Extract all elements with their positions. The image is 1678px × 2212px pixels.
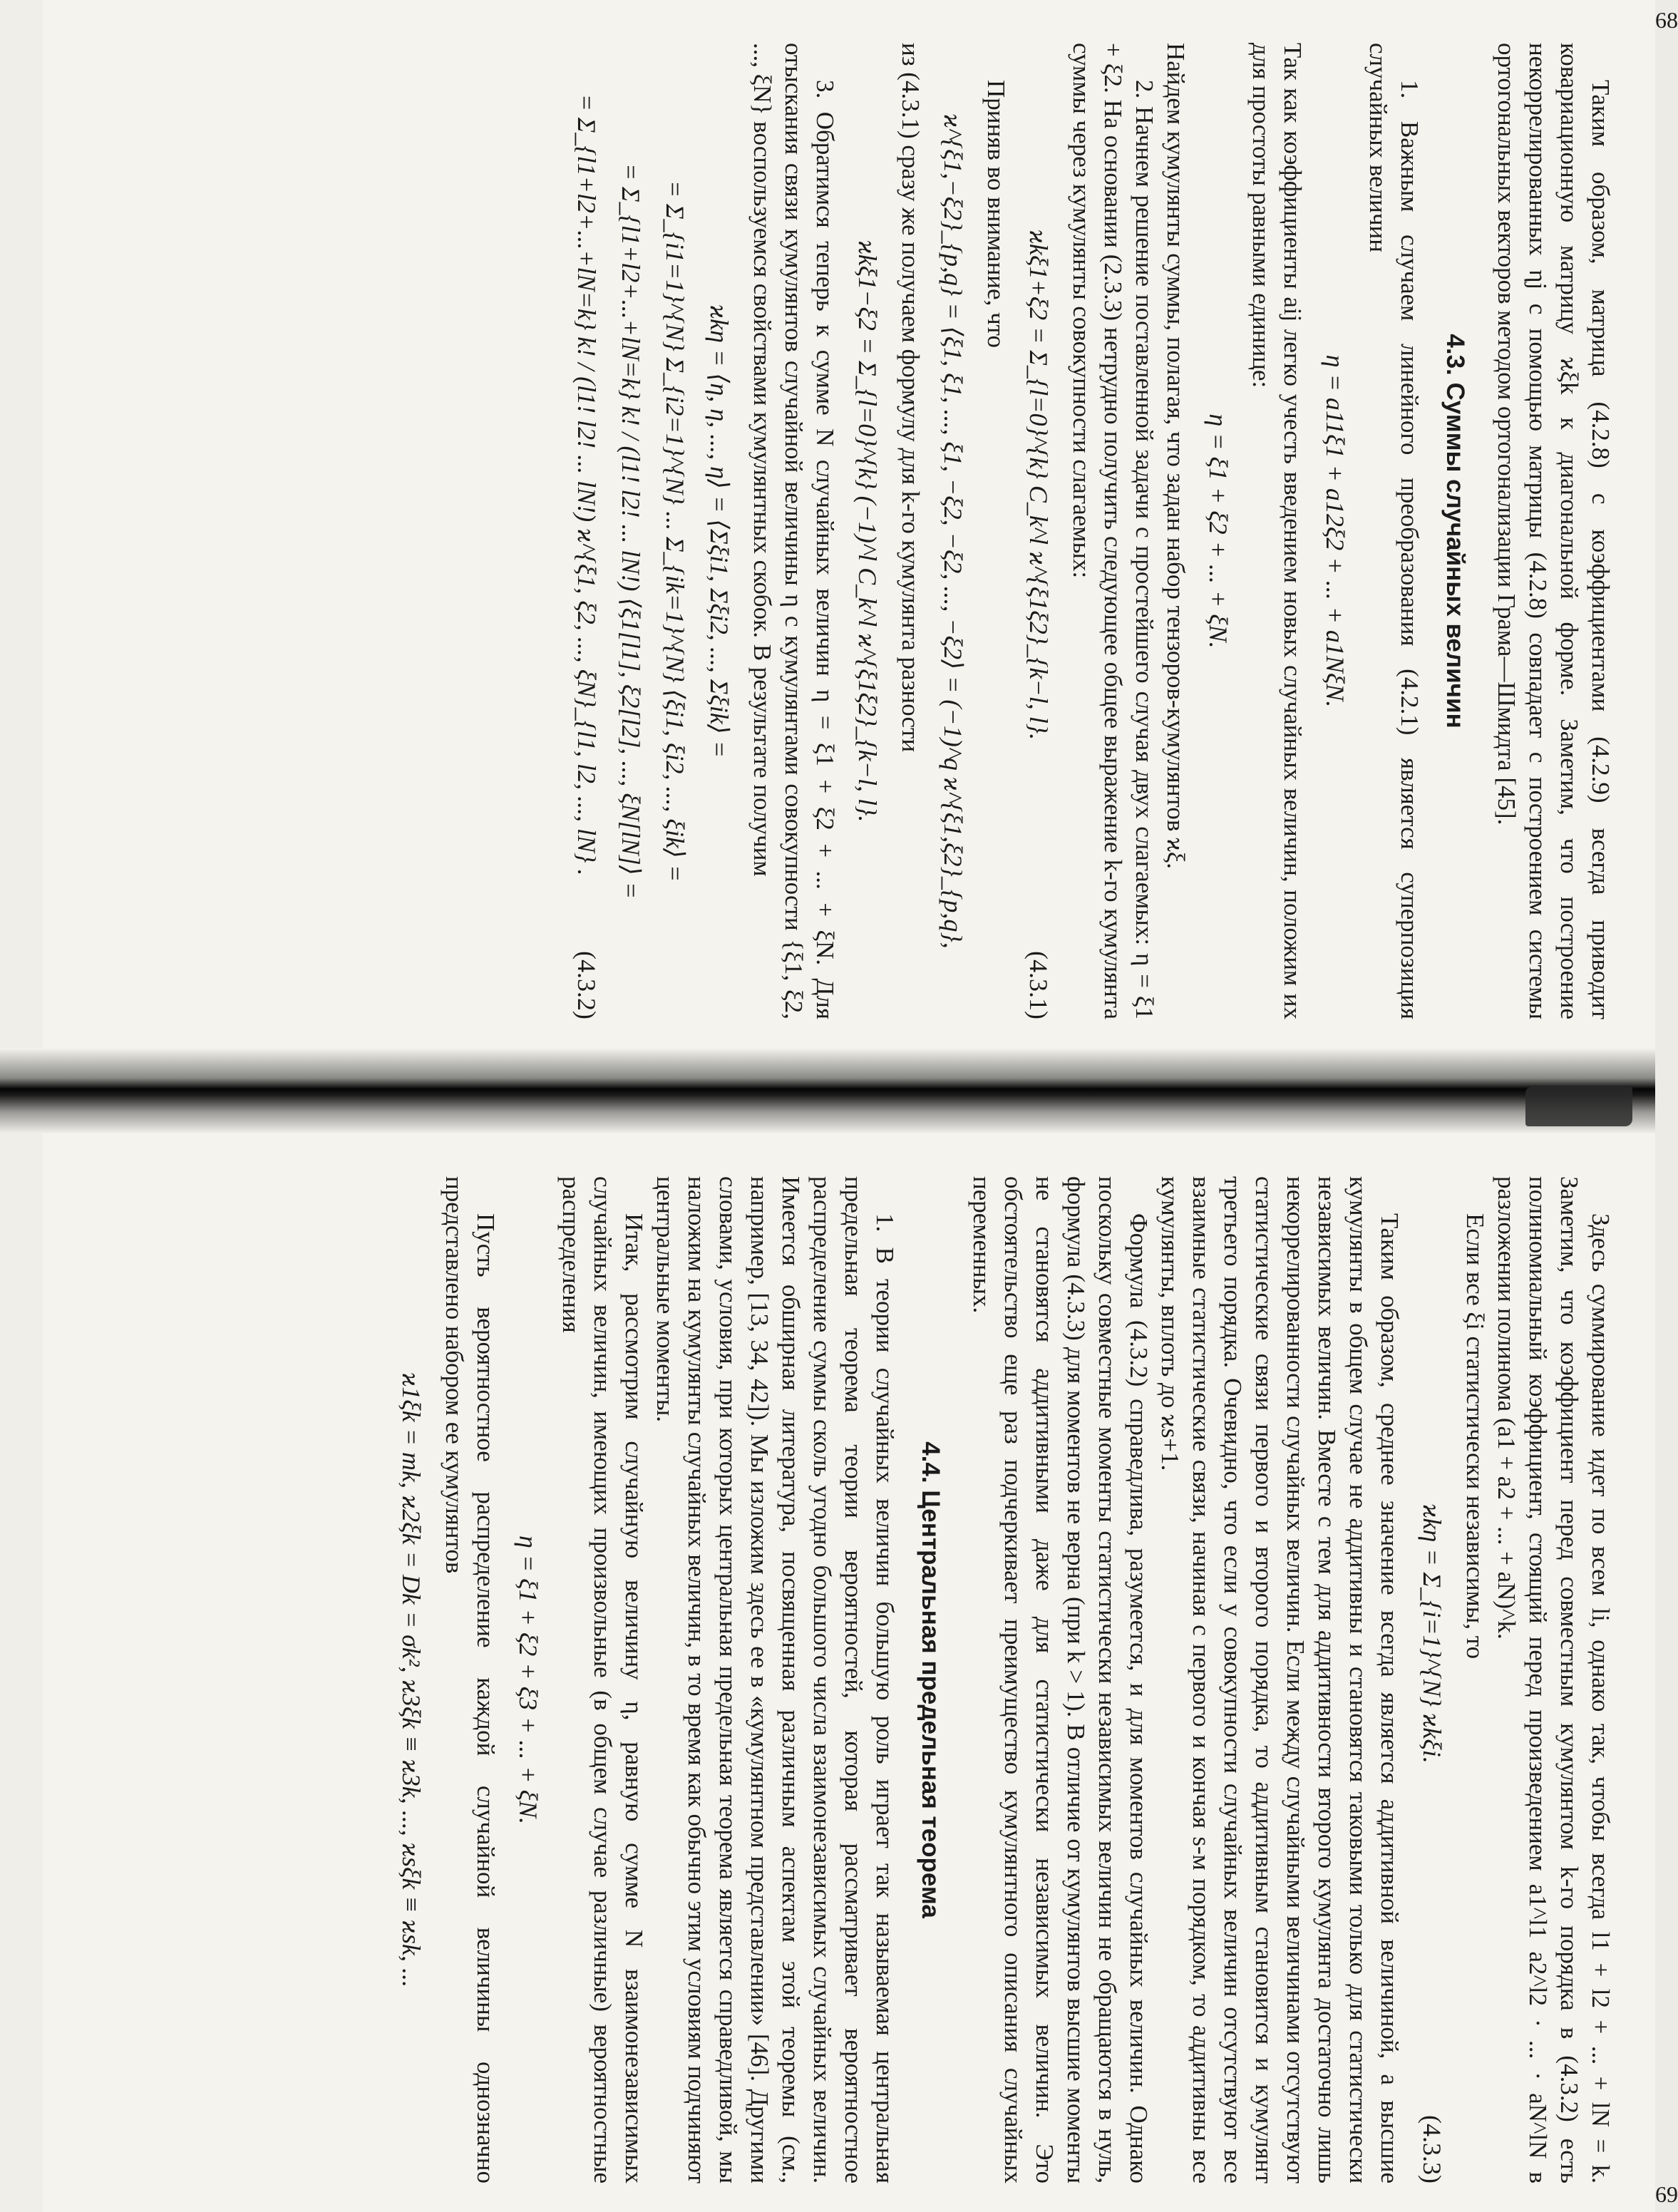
formula-kumulant-brackets: ϰkη = ⟨η, η, ..., η⟩ = ⟨Σξi1, Σξi2, ..., Σξik⟩ = <box>705 304 734 758</box>
page-69 <box>43 1133 1678 2212</box>
paragraph-2: Так как коэффициенты aij легко учесть введением новых случайных величин, положим их для простоты равными единице: <box>1247 43 1307 1019</box>
formula-triple-sum: = Σ_{i1=1}^{N} Σ_{i2=1}^{N} ... Σ_{ik=1}^{N} ⟨ξi1, ξi2, ..., ξik⟩ = <box>661 180 689 883</box>
paragraph-1: Здесь суммирование идет по всем li, однако так, чтобы всегда l1 + l2 + ... + lN = k. Заметим, что коэффициент перед совместным кумулянтом k-го порядка в (4.3.2) есть полиномиальный коэффициент, стоящий перед произведением a1^l1 a2^l2 · ... · aN^lN в разложении полинома (a1 + a2 + ... + aN)^k. <box>1493 1176 1615 2183</box>
paragraph-5: 1. В теории случайных величин большую роль играет так называемая центральная предельная теорема теории вероятностей, которая рассматривает вероятностное распределение суммы сколь угодно большого числа взаимонезависимых случайных величин. Имеется обширная литература, посвященная различным аспектам этой теоремы (см., например, [13, 34, 42]). Мы изложим здесь ее в «кумулянтном представлении» [46]. Другими словами, условия, при которых центральная предельная теорема является справедливой, мы наложим на кумулянты случайных величин, в то время как обычно этим условиям подчиняют центральные моменты. <box>652 1176 899 2183</box>
section-heading-4-4: 4.4. Центральная предельная теорема <box>917 1441 944 1918</box>
formula-multinomial: = Σ_{l1+l2+...+lN=k} k! / (l1! l2! ... lN!) ⟨ξ1[l1], ξ2[l2], ..., ξN[lN]⟩ = <box>617 163 645 900</box>
paragraph-6: Итак, рассмотрим случайную величину η, равную сумме N взаимонезависимых случайных величин, имеющих произвольные (в общем случае различные) вероятностные распределения <box>557 1176 648 2183</box>
book-gutter-shadow <box>0 1048 1655 1133</box>
formula-difference: ϰkξ1−ξ2 = Σ_{l=0}^{k} (−1)^l C_k^l ϰ^{ξ1ξ2}_{k−l, l}. <box>853 240 882 823</box>
formula-difference-kumulants: ϰ^{ξ1,−ξ2}_{p,q} = ⟨ξ1, ξ1, ..., ξ1, −ξ2, −ξ2, ..., −ξ2⟩ = (−1)^q ϰ^{ξ1,ξ2}_{p,q}, <box>939 113 967 949</box>
equation-number: (4.3.3) <box>1418 2115 1446 2183</box>
formula-4-3-1: ϰkξ1+ξ2 = Σ_{l=0}^{k} C_k^l ϰ^{ξ1ξ2}_{k−l, l}. (4.3.1) <box>1021 43 1056 1019</box>
paragraph-3: Найдем кумулянты суммы, полагая, что задан набор тензоров-кумулянтов ϰξ. <box>1162 43 1190 870</box>
equation-number: (4.3.2) <box>572 951 601 1019</box>
section-heading-4-3: 4.3. Суммы случайных величин <box>1441 334 1469 729</box>
formula-kumulant-set: ϰ1ξk = mk, ϰ2ξk = Dk = σk², ϰ3ξk ≡ ϰ3k, ..., ϰsξk ≡ ϰsk, ... <box>397 1372 426 1987</box>
formula-4-3-3: ϰkη = Σ_{i=1}^{N} ϰkξi. (4.3.3) <box>1415 1176 1449 2183</box>
paragraph-7: Пусть вероятностное распределение каждой случайной величины однозначно представлено набором ее кумулянтов <box>441 1176 500 2183</box>
intro-paragraph: Таким образом, матрица (4.2.8) с коэффициентами (4.2.9) всегда приводит ковариационную матрицу ϰξk к диагональной форме. Заметим, что построение некоррелированных ηj с помощью матрицы (4.2.8) совпадает с построением системы ортогональных векторов методом ортогонализации Грама—Шмидта [45]. <box>1493 43 1615 1019</box>
page-number: 69 <box>1655 2181 1678 2207</box>
paragraph-1: 1. Важным случаем линейного преобразования (4.2.1) является суперпозиция случайных величин <box>1364 43 1424 1019</box>
paragraph-5: Приняв во внимание, что <box>982 80 1010 349</box>
paragraph-4: 2. Начнем решение поставленной задачи с простейшего случая двух слагаемых: η = ξ1 + ξ2. На основании (2.3.3) нетрудно получить следующее общее выражение k-го кумулянта суммы через кумулянты совокупности слагаемых: <box>1068 43 1158 1019</box>
formula-4-3-2: = Σ_{l1+l2+...+lN=k} k! / (l1! l2! ... lN!) ϰ^{ξ1, ξ2, ..., ξN}_{l1, l2, ..., lN} . (4.3.2) <box>570 43 604 1019</box>
formula-sum: η = ξ1 + ξ2 + ... + ξN. <box>1204 413 1232 649</box>
page-number: 68 <box>1655 7 1678 33</box>
equation-number: (4.3.1) <box>1024 951 1053 1019</box>
paragraph-4: Формула (4.3.2) справедлива, разумеется, и для моментов случайных величин. Однако поскольку совместные моменты статистически независимых величин не обращаются в нуль, формула (4.3.3) для моментов не верна (при k > 1). В отличие от кумулянтов высшие моменты не становятся аддитивными даже для статистически независимых величин. Это обстоятельство еще раз подчеркивает преимущество кумулянтного описания случайных переменных. <box>968 1176 1153 2183</box>
paragraph-7: 3. Обратимся теперь к сумме N случайных величин η = ξ1 + ξ2 + ... + ξN. Для отыскания связи кумулянтов случайной величины η с кумулянтами совокупности {ξ1, ξ2, ..., ξN} воспользуемся свойствами кумулянтных скобок. В результате получим <box>748 43 839 1019</box>
paragraph-3: Таким образом, среднее значение всегда является аддитивной величиной, а высшие кумулянты в общем случае не аддитивны и становятся таковыми только для статистически независимых величин. Вместе с тем для аддитивности второго кумулянта достаточно лишь некоррелированности случайных величин. Если между случайными величинами отсутствуют статистические связи первого и второго порядка, то аддитивным становится и кумулянт третьего порядка. Очевидно, что если у совокупности случайных величин отсутствуют все взаимные статистические связи, начиная с первого и кончая s-м порядком, то аддитивны все кумулянты, вплоть до ϰs+1. <box>1156 1176 1404 2183</box>
scan-artifact <box>1525 1087 1632 1126</box>
paragraph-6: из (4.3.1) сразу же получаем формулу для k-го кумулянта разности <box>897 43 925 753</box>
page-68 <box>43 0 1678 1048</box>
paragraph-2: Если все ξi статистически независимы, то <box>1461 1213 1489 1660</box>
formula-linear-superposition: η = a11ξ1 + a12ξ2 + ... + a1NξN. <box>1321 354 1349 708</box>
formula-sum-n: η = ξ1 + ξ2 + ξ3 + ... + ξN. <box>514 1535 542 1824</box>
